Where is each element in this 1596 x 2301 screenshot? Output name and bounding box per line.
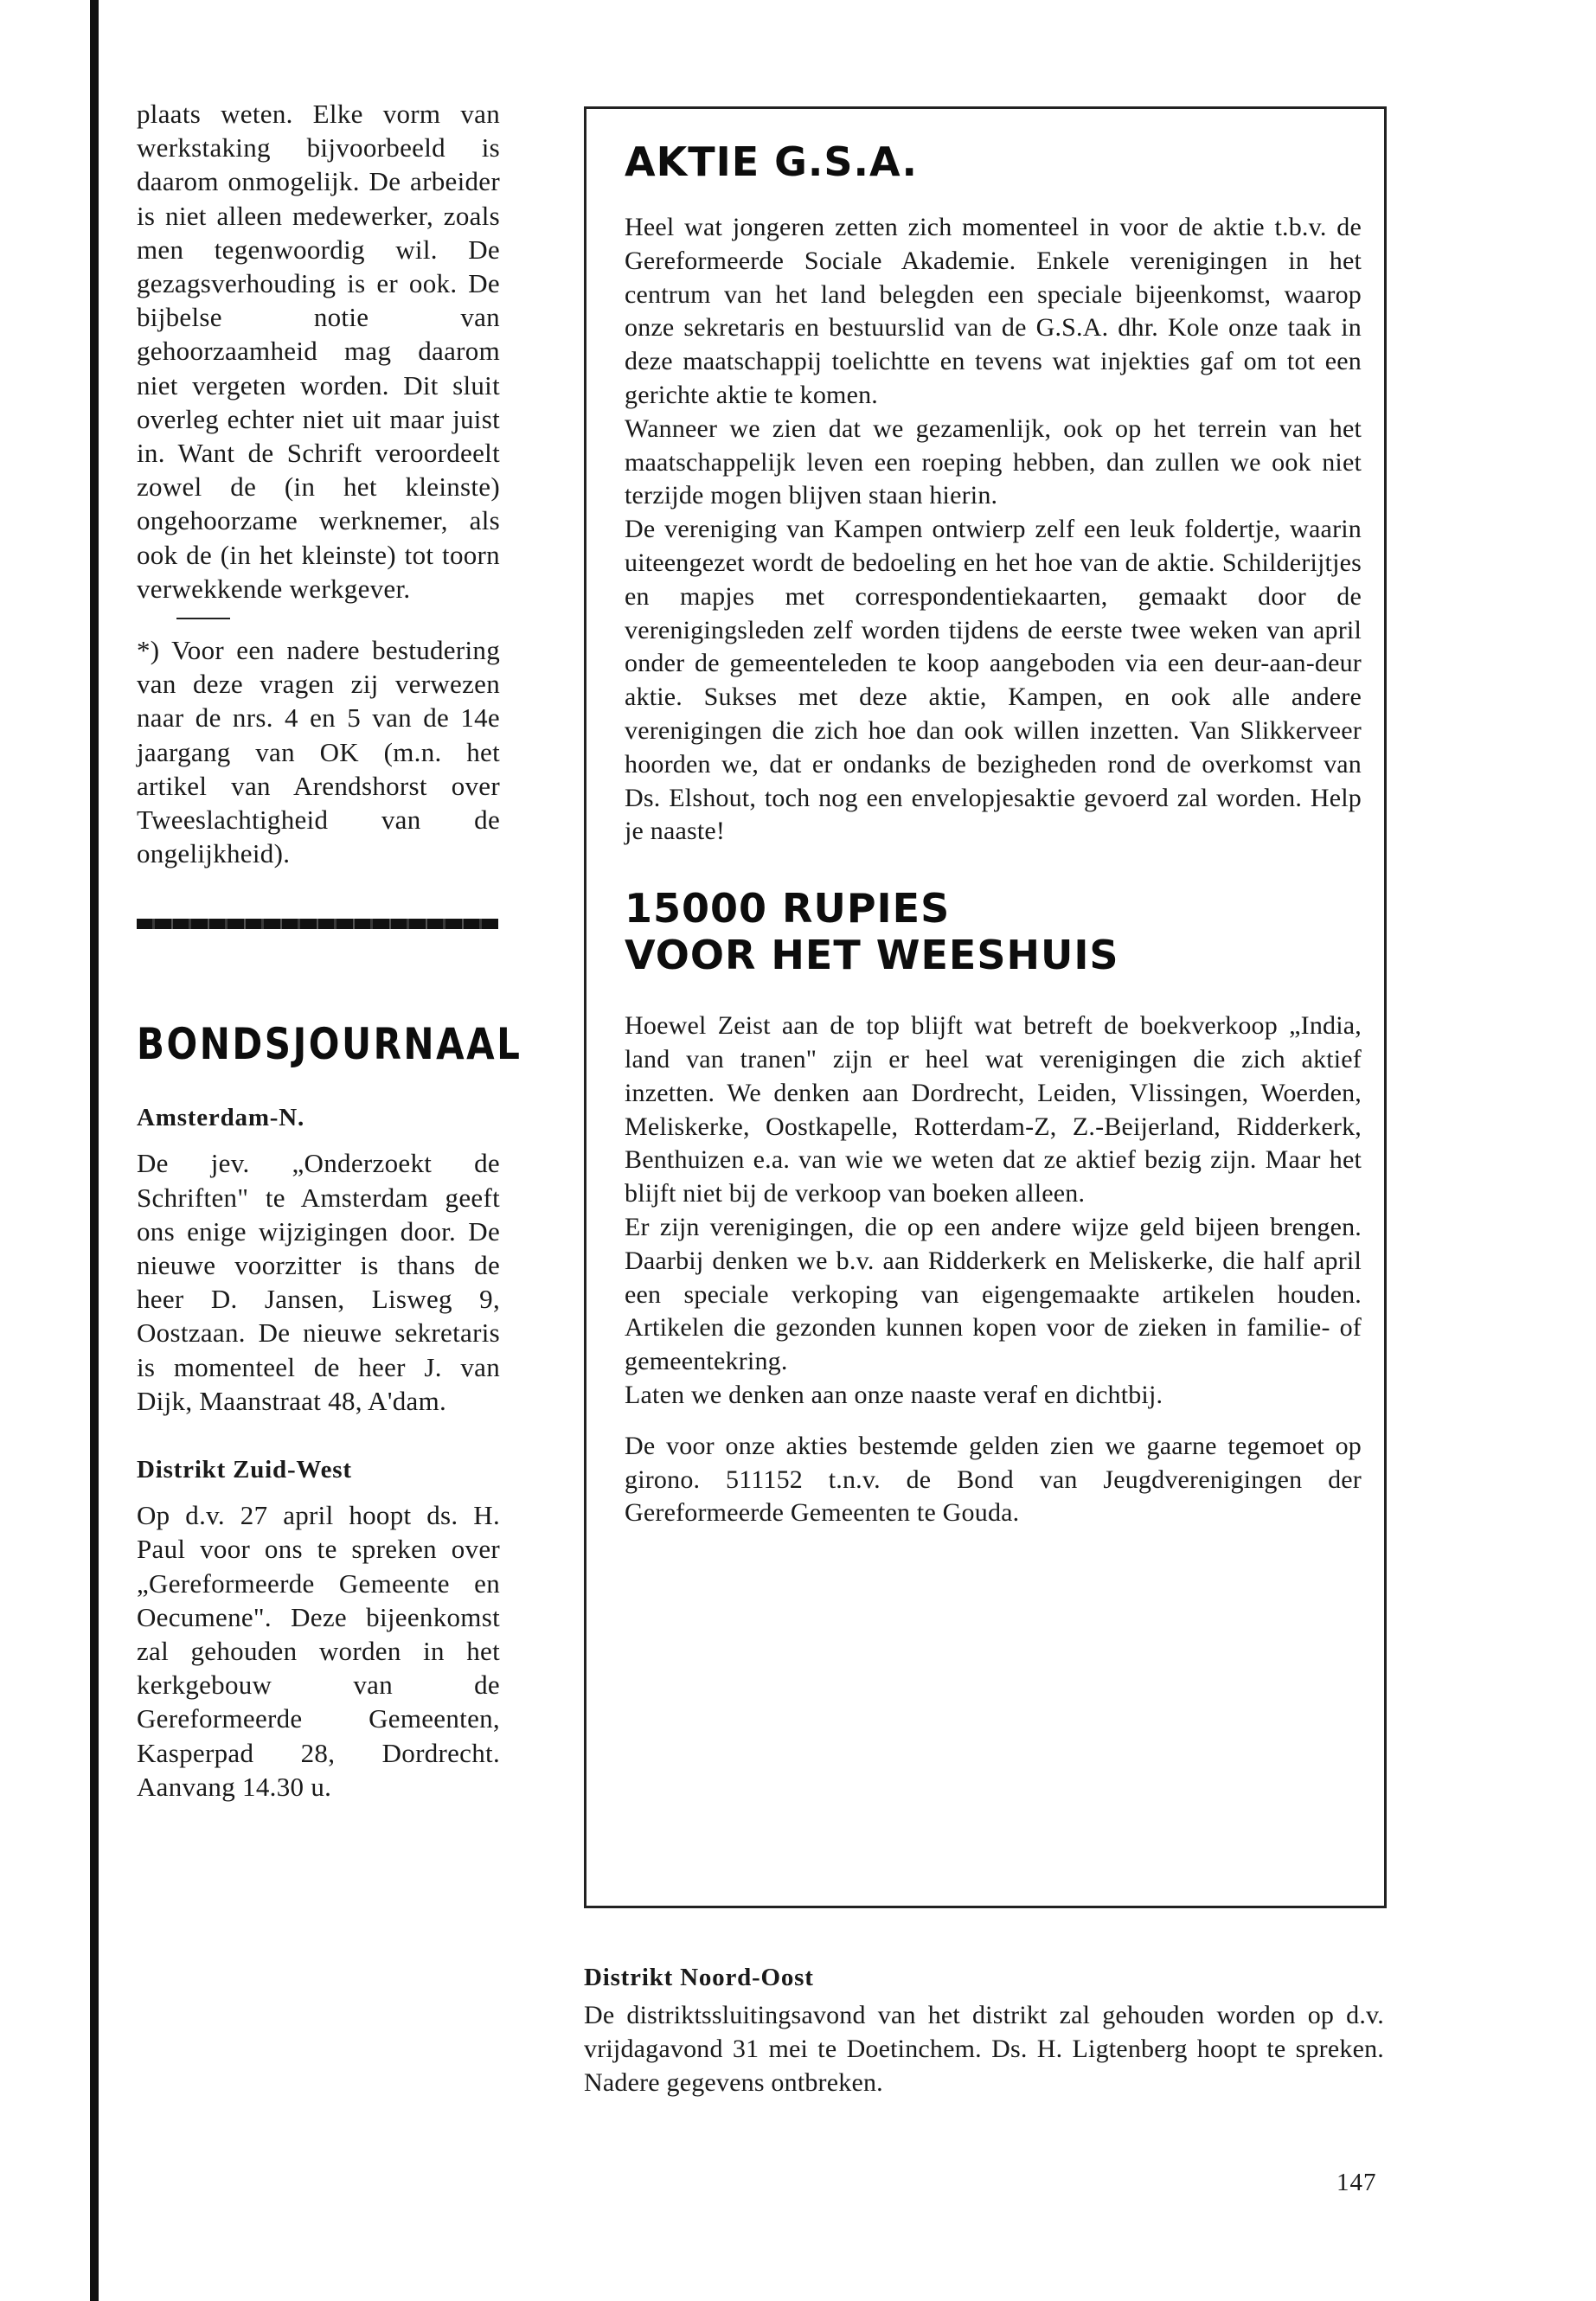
- rupies-headline: [625, 885, 1362, 978]
- section-divider-band: [137, 919, 498, 929]
- rupies-headline-line-1: 15000 RUPIES: [625, 885, 951, 933]
- footnote-divider: [176, 618, 230, 619]
- aktie-paragraph-3: De vereniging van Kampen ontwierp zelf een leuk foldertje, waarin uiteengezet wordt de bedoeling en het hoe van de aktie. Schilderijtjes en mapjes met correspondentiekaarten, gemaakt door de verenigingsleden zelf worden tijdens de eerste twee weken van april onder de gemeenteleden te koop aangeboden via een deur-aan-deur aktie. Sukses met deze aktie, Kampen, en ook alle andere verenigingen die zich hoe dan ook willen inzetten. Van Slikkerveer hoorden we, dat er ondanks de bezigheden rond de overkomst van Ds. Elshout, toch nog een envelopjesaktie gevoerd zal worden. Help je naaste!: [625, 515, 1362, 846]
- amsterdam-heading: Amsterdam-N.: [137, 1104, 305, 1132]
- framed-box-content: [625, 138, 1362, 1530]
- aktie-paragraph-2: Wanneer we zien dat we gezamenlijk, ook op het terrein van het maatschappelijk leven een roeping hebben, dan zullen we ook niet terzijde mogen blijven staan hierin.: [625, 413, 1362, 510]
- aktie-gsa-headline: AKTIE G.S.A.: [625, 138, 918, 185]
- article-continuation: plaats weten. Elke vorm van werkstaking bijvoorbeeld is daarom onmogelijk. De arbeider is niet alleen medewerker, zoals men tegenwoordig wil. De gezagsverhouding is er ook. De bijbelse notie van gehoorzaamheid mag daarom niet vergeten worden. Dit sluit overleg echter niet uit maar juist in. Want de Schrift veroordeelt zowel de (in het kleinste) ongehoorzame werknemer, als ook de (in het kleinste) tot toorn verwekkende werkgever.: [137, 99, 500, 604]
- footnote: *) Voor een nadere bestudering van deze vragen zij verwezen naar de nrs. 4 en 5 van de 14e jaargang van OK (m.n. het artikel van Arendshorst over Tweeslachtigheid van de ongelijkheid).: [137, 635, 500, 869]
- rupies-paragraph-4: De voor onze akties bestemde gelden zien we gaarne tegemoet op girono. 511152 t.n.v. de Bond van Jeugdverenigingen der Gereformeerde Gemeenten te Gouda.: [625, 1431, 1362, 1528]
- page-edge-bar: [90, 0, 99, 2301]
- rupies-headline-line-2: VOOR HET WEESHUIS: [625, 932, 1119, 979]
- noord-oost-section: [584, 1964, 1384, 2099]
- zuid-west-heading: Distrikt Zuid-West: [137, 1456, 352, 1484]
- page-number: 147: [1336, 2169, 1377, 2196]
- noord-oost-heading: Distrikt Noord-Oost: [584, 1964, 814, 1991]
- amsterdam-text: De jev. „Onderzoekt de Schriften" te Amsterdam geeft ons enige wijzigingen door. De nieuwe voorzitter is thans de heer D. Jansen, Lisweg 9, Oostzaan. De nieuwe sekretaris is momenteel de heer J. van Dijk, Maanstraat 48, A'dam.: [137, 1148, 500, 1416]
- left-column: [137, 97, 522, 1804]
- aktie-paragraph-1: Heel wat jongeren zetten zich momenteel in voor de aktie t.b.v. de Gereformeerde Sociale Akademie. Enkele verenigingen in het centrum van het land belegden een speciale bijeenkomst, waarop onze sekretaris en bestuurslid van de G.S.A. dhr. Kole onze taak in deze maatschappij toelichtte en tevens wat injekties gaf om tot een gerichte aktie te komen.: [625, 213, 1362, 409]
- zuid-west-text: Op d.v. 27 april hoopt ds. H. Paul voor ons te spreken over „Gereformeerde Gemeente en Oecumene". Deze bijeenkomst zal gehouden worden in het kerkgebouw van de Gereformeerde Gemeenten, Kasperpad 28, Dordrecht. Aanvang 14.30 u.: [137, 1500, 500, 1802]
- rupies-paragraph-1: Hoewel Zeist aan de top blijft wat betreft de boekverkoop „India, land van tranen" zijn er heel wat verenigingen die zich aktief inzetten. We denken aan Dordrecht, Leiden, Vlissingen, Woerden, Meliskerke, Oostkapelle, Rotterdam-Z, Z.-Beijerland, Ridderkerk, Benthuizen e.a. van wie we weten dat ze aktief bezig zijn. Maar het blijft niet bij de verkoop van boeken alleen.: [625, 1011, 1362, 1208]
- noord-oost-text: De distriktssluitingsavond van het distrikt zal gehouden worden op d.v. vrijdagavond 31 mei te Doetinchem. Ds. H. Ligtenberg hoopt te spreken. Nadere gegevens ontbreken.: [584, 2001, 1384, 2097]
- bondsjournaal-title: BONDSJOURNAAL: [137, 1019, 522, 1070]
- rupies-paragraph-3: Laten we denken aan onze naaste veraf en dichtbij.: [625, 1380, 1163, 1409]
- rupies-paragraph-2: Er zijn verenigingen, die op een andere wijze geld bijeen brengen. Daarbij denken we b.v. aan Ridderkerk en Meliskerke, die half april een speciale verkoping van eigengemaakte artikelen houden. Artikelen die gezonden kunnen kopen voor de zieken in familie- of gemeentekring.: [625, 1212, 1362, 1376]
